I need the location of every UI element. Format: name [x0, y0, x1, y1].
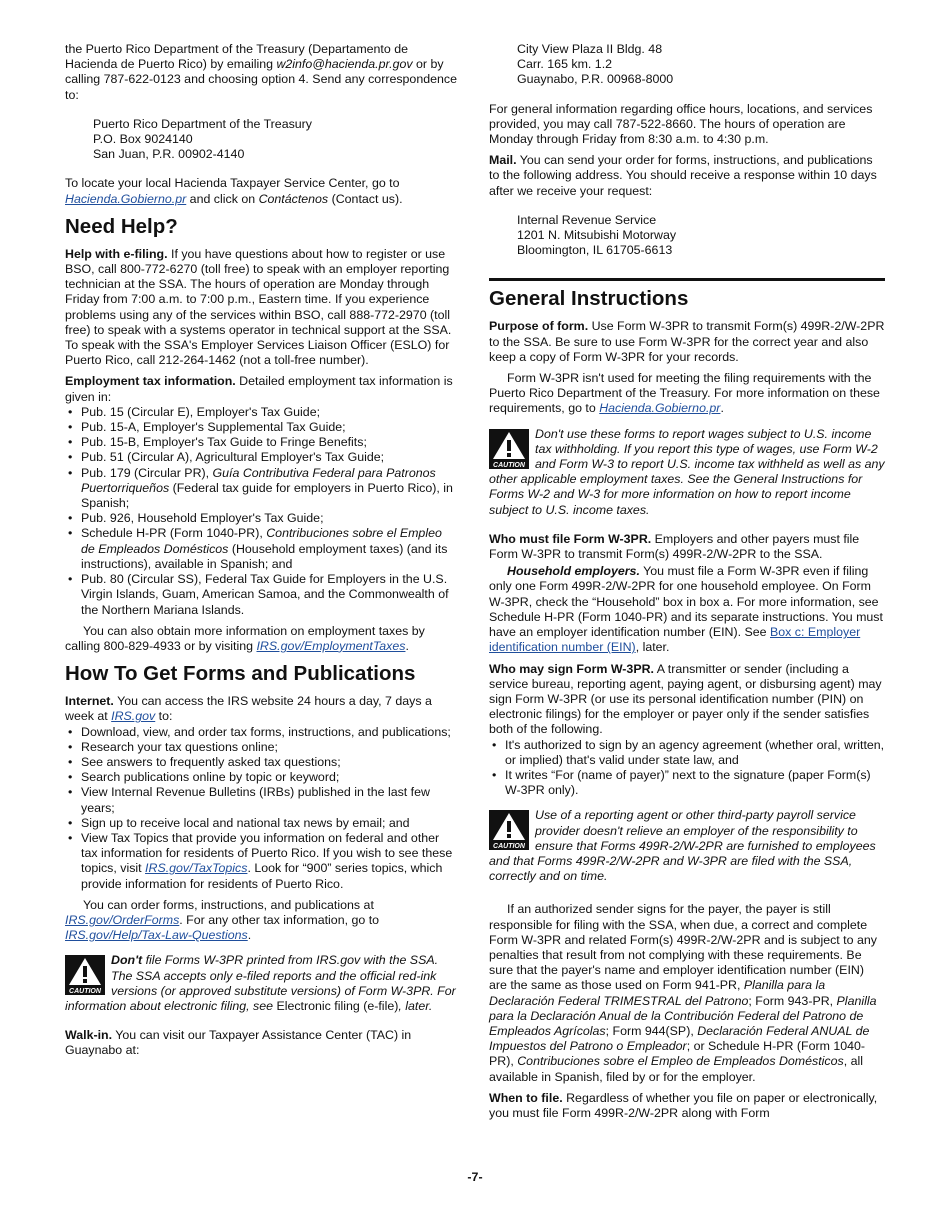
list-item: • Pub. 15-B, Employer's Tax Guide to Fringe Benefits; — [65, 435, 457, 450]
list-item: • Download, view, and order tax forms, instructions, and publications; — [65, 725, 457, 740]
efiling-paragraph: Help with e-filing. If you have questions about how to register or use BSO, call 800-772-6270 (toll free) to speak with an employer reporting technician at the SSA. The hours of operation are Monday through Friday from 7:00 a.m. to 7:00 p.m., Eastern time. If you experience problems using any of the services within BSO, call 888-772-2970 (toll free) to speak with a systems operator in technical support at the SSA. To speak with the SSA's Employer Services Liaison Officer (ESLO) for Puerto Rico, call 212-264-1462 (not a toll-free number). — [65, 246, 452, 368]
employment-taxes-link[interactable]: IRS.gov/EmploymentTaxes — [256, 638, 406, 653]
svg-text:CAUTION: CAUTION — [493, 461, 525, 469]
caution-block: CAUTION Use of a reporting agent or other third-party payroll service provider doesn't relieve an employer of the responsibility to ensure that Forms 499R-2/W-2PR are furnished to employees and that Forms 499R-2/W-2PR and W-3PR are filed with the SSA, correctly and on time. — [489, 808, 876, 884]
who-may-sign-paragraph: Who may sign Form W-3PR. A transmitter or sender (including a service bureau, reporting agent, paying agent, or disbursing agent) may sign Form W-3PR (or use its personal identification number (PIN) on electronic filings) for the employer or payer only if the sender satisfies both of the following. — [489, 661, 882, 737]
list-item: • Pub. 15 (Circular E), Employer's Tax Guide; — [65, 405, 457, 420]
how-to-get-forms-heading: How To Get Forms and Publications — [65, 662, 416, 686]
page-number: -7- — [467, 1170, 483, 1184]
tax-topics-link[interactable]: IRS.gov/TaxTopics — [145, 861, 248, 876]
left-column — [65, 42, 457, 1065]
list-item: • Pub. 80 (Circular SS), Federal Tax Guide for Employers in the U.S. Virgin Islands, Guam, American Samoa, and the Commonwealth of the Northern Mariana Islands. — [65, 572, 457, 618]
list-item: • Research your tax questions online; — [65, 740, 457, 755]
internet-list — [65, 725, 457, 892]
purpose-paragraph: Purpose of form. Use Form W-3PR to transmit Form(s) 499R-2/W-2PR to the SSA. Be sure to use Form W-3PR for the correct year and also keep a copy of Form W-3PR for your records. — [489, 319, 885, 364]
svg-text:CAUTION: CAUTION — [493, 843, 525, 851]
who-must-file-paragraph: Who must file Form W-3PR. Employers and other payers must file Form W-3PR to transmit Form(s) 499R-2/W-2PR to the SSA. — [489, 531, 860, 562]
section-divider — [489, 278, 885, 285]
mail-paragraph: Mail. You can send your order for forms, instructions, and publications to the following address. You should receive a response within 10 days after we receive your request: — [489, 153, 877, 198]
tax-law-questions-link[interactable]: IRS.gov/Help/Tax-Law-Questions — [65, 928, 248, 943]
publication-list — [65, 405, 457, 618]
emptax-paragraph: Employment tax information. Detailed employment tax information is given in: — [65, 374, 453, 404]
treasury-address: Puerto Rico Department of the Treasury P.O. Box 9024140 San Juan, P.R. 00902-4140 — [93, 116, 313, 162]
order-paragraph: You can order forms, instructions, and publications at IRS.gov/OrderForms. For any other tax information, go to IRS.gov/Help/Tax-Law-Questions. — [65, 897, 380, 943]
general-instructions-heading: General Instructions — [489, 287, 689, 311]
general-info-paragraph: For general information regarding office hours, locations, and services provided, you may call 787-522-8660. The hours of operation are Monday through Friday from 8:30 a.m. to 4:30 p.m. — [489, 101, 873, 147]
right-column — [489, 42, 885, 1127]
authorized-sender-paragraph: If an authorized sender signs for the payer, the payer is still responsible for filing with the SSA, when due, a correct and complete Form W-3PR and related Form(s) 499R-2/W-2PR and is subject to any penalties that result from not complying with these requirements. Be sure that the payer's name and employer identification number (EIN) are the same as those used on Form 941-PR, Planilla para la Declaración Federal TRIMESTRAL del Patrono; Form 943-PR, Planilla para la Declaración Anual de la Contribución Federal del Patrono de Empleados Agrícolas; Form 944(SP), Declaración Federal ANUAL de Impuestos del Patrono o Empleador; or Schedule H-PR (Form 1040-PR), Contribuciones sobre el Empleo de Empleados Domésticos, all available in Spanish, filed by or for the employer. — [489, 902, 877, 1084]
when-to-file-paragraph: When to file. Regardless of whether you file on paper or electronically, you must file Form 499R-2/W-2PR along with Form — [489, 1090, 878, 1120]
list-item: • It's authorized to sign by an agency agreement (whether oral, written, or implied) that's valid under state law, and — [489, 738, 885, 768]
household-paragraph: Household employers. You must file a Form W-3PR even if filing only one Form 499R-2/W-2PR for one household employee. On Form W-3PR, check the “Household” box in box a. For more information, see Schedule H-PR (Form 1040-PR) and its separate instructions. You must have an employer identification number (EIN). See Box c: Employer identification number (EIN), later. — [489, 564, 883, 655]
irs-gov-link[interactable]: IRS.gov — [111, 709, 156, 724]
caution-block: CAUTION Don't use these forms to report wages subject to U.S. income tax withholding. If you report this type of wages, use Form W-2 and Form W-3 to report U.S. income tax withheld as well as any other applicable employment taxes. See the General Instructions for Forms W-2 and W-3 for more information on how to report income subject to U.S. income taxes. — [489, 426, 885, 517]
list-item: • Sign up to receive local and national tax news by email; and — [65, 816, 457, 831]
list-item: • Pub. 15-A, Employer's Supplemental Tax Guide; — [65, 420, 457, 435]
list-item: • Schedule H-PR (Form 1040-PR), Contribuciones sobre el Empleo de Empleados Domésticos (Household employment taxes) (and its instructions), available in Spanish; and — [65, 526, 457, 572]
obtain-paragraph: You can also obtain more information on employment taxes by calling 800-829-4933 or by visiting IRS.gov/EmploymentTaxes. — [65, 623, 425, 653]
locate-paragraph: To locate your local Hacienda Taxpayer Service Center, go to Hacienda.Gobierno.pr and click on Contáctenos (Contact us). — [65, 176, 403, 206]
svg-text:CAUTION: CAUTION — [69, 988, 101, 996]
internet-paragraph: Internet. You can access the IRS website 24 hours a day, 7 days a week at IRS.gov to: — [65, 694, 432, 724]
list-item: • View Tax Topics that provide you information on federal and other tax information for residents of Puerto Rico. If you wish to see these topics, visit IRS.gov/TaxTopics. Look for “900” series topics, which provide information for residents of Puerto Rico. — [65, 831, 457, 892]
hacienda-link[interactable]: Hacienda.Gobierno.pr — [65, 191, 187, 206]
caution-icon — [65, 955, 105, 995]
caution-icon — [489, 810, 529, 850]
list-item: • It writes “For (name of payer)” next to the signature (paper Form(s) W-3PR only). — [489, 768, 885, 798]
list-item: • Pub. 179 (Circular PR), Guía Contributiva Federal para Patronos Puertorriqueños (Federal tax guide for employers in Puerto Rico), in Spanish; — [65, 466, 457, 512]
need-help-heading: Need Help? — [65, 214, 178, 238]
who-may-sign-list — [489, 738, 885, 799]
list-item: • Pub. 51 (Circular A), Agricultural Employer's Tax Guide; — [65, 450, 457, 465]
box-c-link[interactable]: Box c: Employer identification number (EIN) — [489, 625, 861, 655]
list-item: • Pub. 926, Household Employer's Tax Guide; — [65, 511, 457, 526]
walkin-paragraph: Walk-in. You can visit our Taxpayer Assistance Center (TAC) in Guaynabo at: — [65, 1028, 412, 1058]
list-item: • Search publications online by topic or keyword; — [65, 770, 457, 785]
intro-paragraph: the Puerto Rico Department of the Treasury (Departamento de Hacienda de Puerto Rico) by emailing w2info@hacienda.pr.gov or by calling 787-622-0123 and choosing option 4. Send any correspondence to: — [65, 42, 457, 102]
caution-block: CAUTION Don't file Forms W-3PR printed from IRS.gov with the SSA. The SSA accepts only e-filed reports and the official red-ink versions (or approved substitute versions) of Form W-3PR. For information about electronic filing, see Electronic filing (e-file), later. — [65, 953, 456, 1013]
hacienda-link-2[interactable]: Hacienda.Gobierno.pr — [599, 401, 721, 416]
w3pr-paragraph: Form W-3PR isn't used for meeting the filing requirements with the Puerto Rico Department of the Treasury. For more information on these requirements, go to Hacienda.Gobierno.pr. — [489, 371, 880, 416]
tac-address: City View Plaza II Bldg. 48 Carr. 165 km. 1.2 Guaynabo, P.R. 00968-8000 — [517, 42, 674, 87]
irs-address: Internal Revenue Service 1201 N. Mitsubishi Motorway Bloomington, IL 61705-6613 — [517, 212, 677, 258]
order-forms-link[interactable]: IRS.gov/OrderForms — [65, 912, 180, 927]
list-item: • See answers to frequently asked tax questions; — [65, 755, 457, 770]
caution-icon — [489, 429, 529, 469]
list-item: • View Internal Revenue Bulletins (IRBs) published in the last few years; — [65, 785, 457, 815]
